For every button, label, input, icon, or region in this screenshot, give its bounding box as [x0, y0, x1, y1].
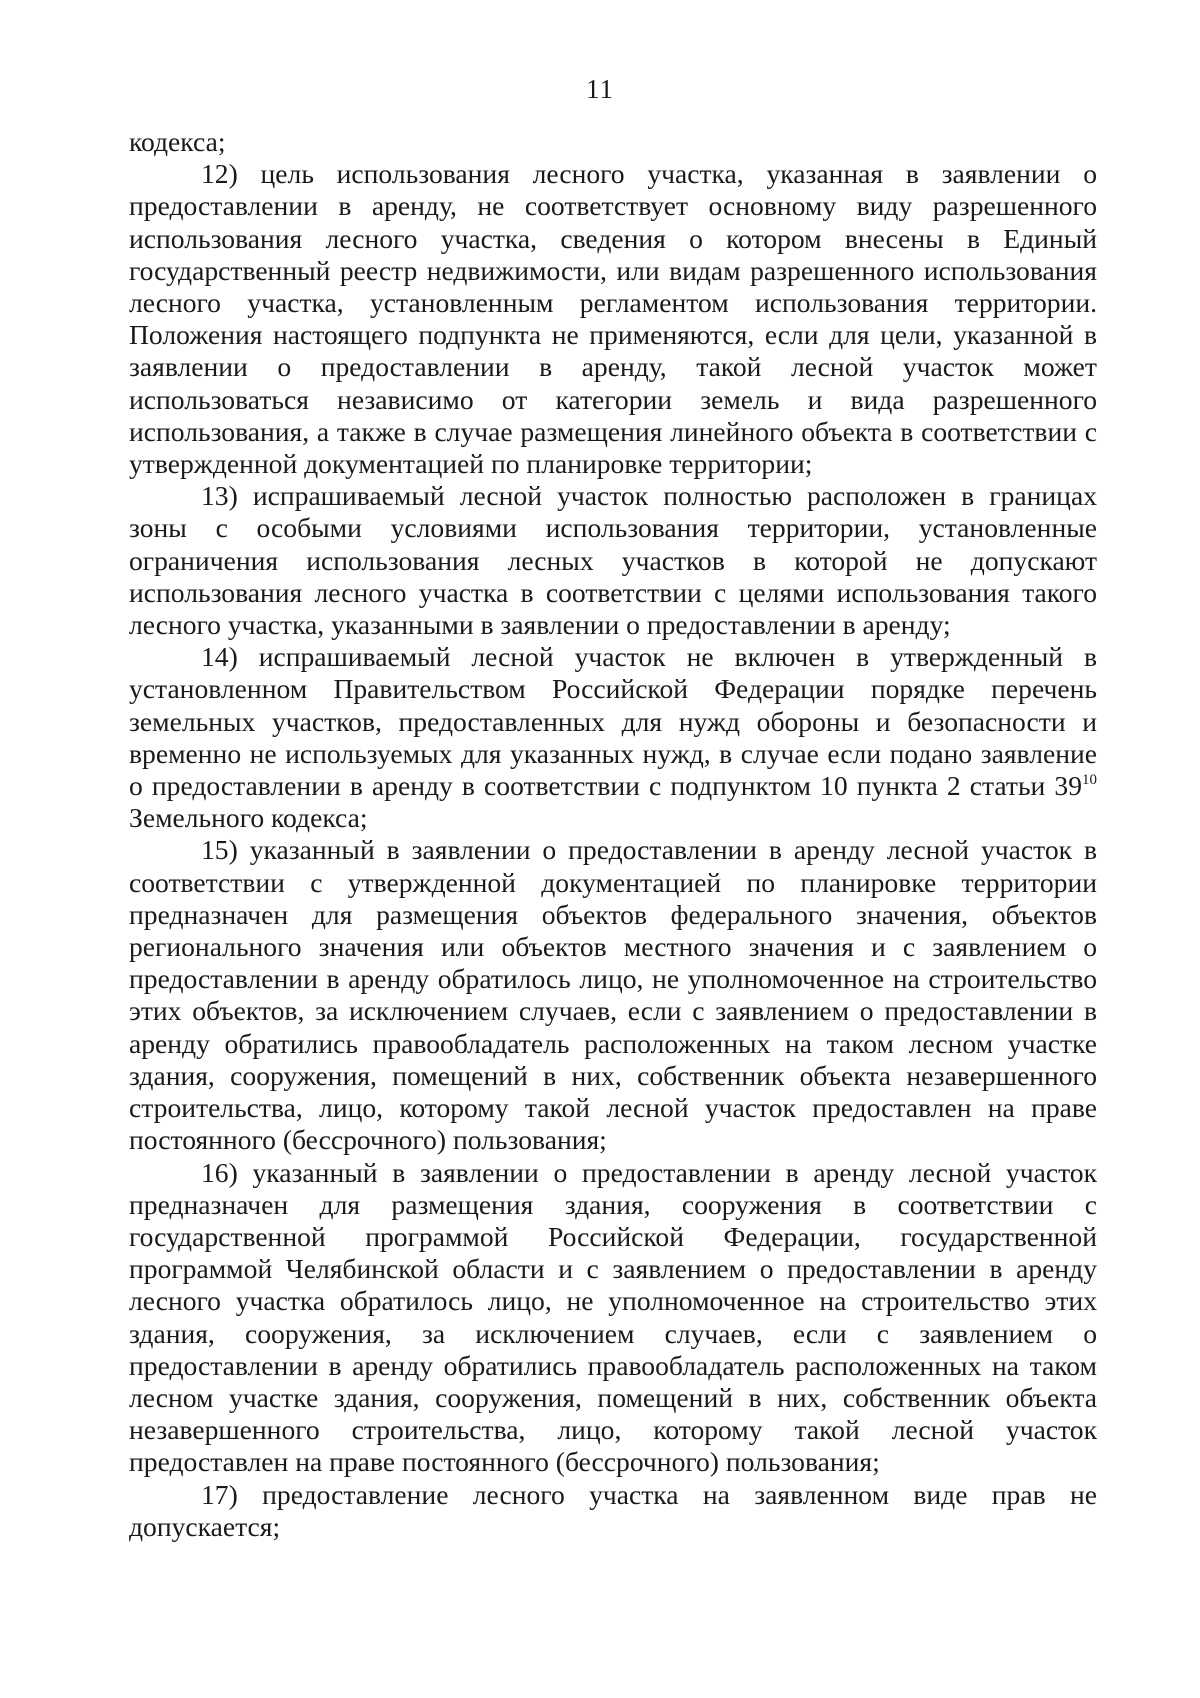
- paragraph-item-14-text: 14) испрашиваемый лесной участок не включен в утвержденный в установленном Правительством Российской Федерации порядке перечень земельных участков, предоставленных для нужд обороны и безопасности и временно не используемых для указанных нужд, в случае если подано заявление о предоставлении в аренду в соответствии с подпунктом 10 пункта 2 статьи 39: [129, 641, 1097, 802]
- page-number: 11: [586, 74, 614, 104]
- paragraph-item-12: 12) цель использования лесного участка, указанная в заявлении о предоставлении в аренду, не соответствует основному виду разрешенного использования лесного участка, сведения о котором внесены в Единый государственный реестр недвижимости, или видам разрешенного использования лесного участка, установленным регламентом использования территории. Положения настоящего подпункта не применяются, если для цели, указанной в заявлении о предоставлении в аренду, такой лесной участок может использоваться независимо от категории земель и вида разрешенного использования, а также в случае размещения линейного объекта в соответствии с утвержденной документацией по планировке территории;: [129, 158, 1097, 480]
- article-superscript: 10: [1082, 772, 1097, 789]
- paragraph-item-16: 16) указанный в заявлении о предоставлении в аренду лесной участок предназначен для размещения здания, сооружения в соответствии с государственной программой Российской Федерации, государственной программой Челябинской области и с заявлением о предоставлении в аренду лесного участка обратилось лицо, не уполномоченное на строительство этих здания, сооружения, за исключением случаев, если с заявлением о предоставлении в аренду обратились правообладатель расположенных на таком лесном участке здания, сооружения, помещений в них, собственник объекта незавершенного строительства, лицо, которому такой лесной участок предоставлен на праве постоянного (бессрочного) пользования;: [129, 1156, 1097, 1478]
- paragraph-item-13: 13) испрашиваемый лесной участок полностью расположен в границах зоны с особыми условиями использования территории, установленные ограничения использования лесных участков в которой не допускают использования лесного участка в соответствии с целями использования такого лесного участка, указанными в заявлении о предоставлении в аренду;: [129, 480, 1097, 641]
- paragraph-item-14-tail: Земельного кодекса;: [129, 802, 368, 834]
- document-body: [129, 126, 1097, 1543]
- paragraph-item-14: [129, 641, 1097, 834]
- paragraph-continuation: кодекса;: [129, 126, 226, 157]
- paragraph-item-15: 15) указанный в заявлении о предоставлении в аренду лесной участок в соответствии с утвержденной документацией по планировке территории предназначен для размещения объектов федерального значения, объектов регионального значения или объектов местного значения и с заявлением о предоставлении в аренду обратилось лицо, не уполномоченное на строительство этих объектов, за исключением случаев, если с заявлением о предоставлении в аренду обратились правообладатель расположенных на таком лесном участке здания, сооружения, помещений в них, собственник объекта незавершенного строительства, лицо, которому такой лесной участок предоставлен на праве постоянного (бессрочного) пользования;: [129, 834, 1097, 1156]
- paragraph-item-17: 17) предоставление лесного участка на заявленном виде прав не допускается;: [129, 1478, 1097, 1542]
